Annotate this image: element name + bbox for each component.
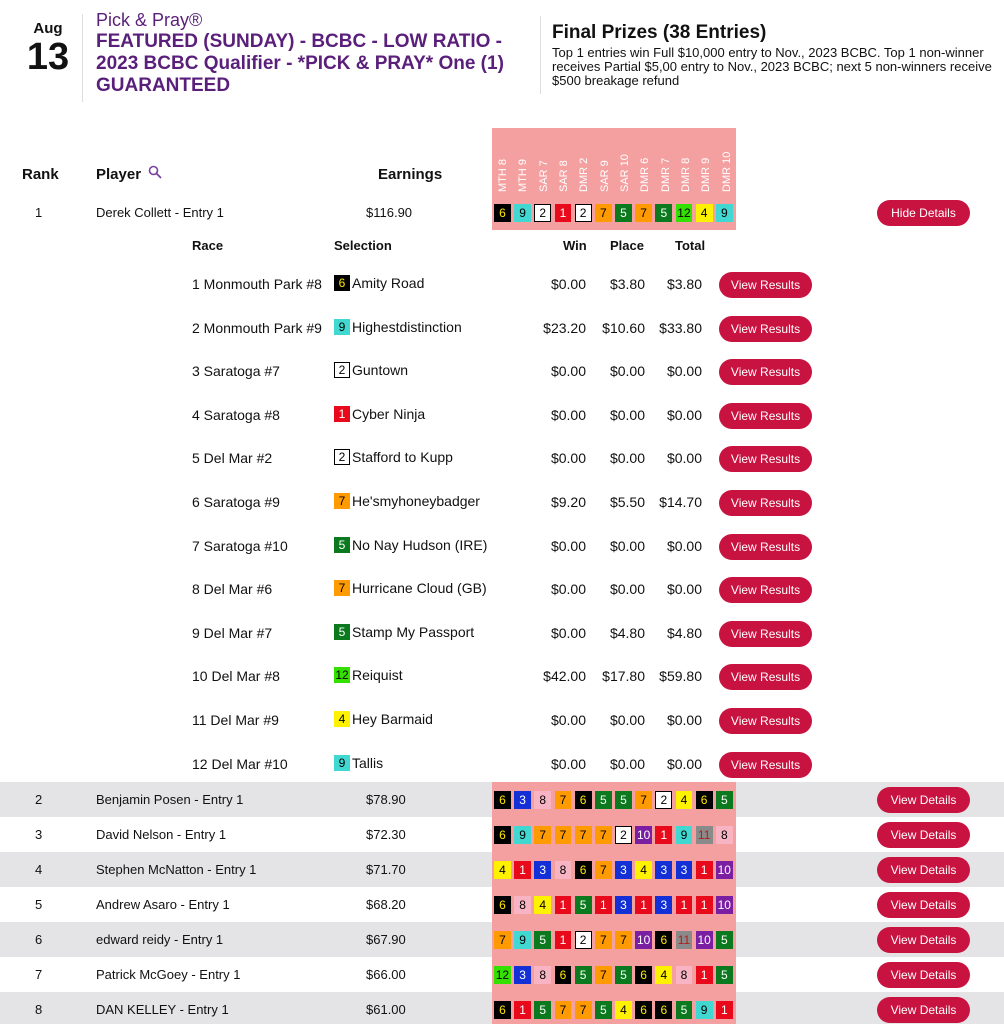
saddlecloth-number: 7 [575, 826, 592, 844]
win-amount: $0.00 [550, 450, 586, 467]
detail-row [0, 523, 1004, 567]
rank-cell: 5 [35, 897, 43, 912]
race-name: 12 Del Mar #10 [192, 755, 288, 772]
contest-name: FEATURED (SUNDAY) - BCBC - LOW RATIO - 2023 BCBC Qualifier - *PICK & PRAY* One (1) GUARANTEED [96, 31, 504, 96]
earnings-cell: $67.90 [366, 932, 406, 947]
win-amount: $0.00 [550, 755, 586, 772]
saddlecloth-number: 4 [696, 204, 713, 222]
saddlecloth-number: 5 [575, 896, 592, 914]
rank-cell: 2 [35, 792, 43, 807]
detail-row [0, 479, 1004, 523]
horse-name: Highestdistinction [352, 318, 462, 335]
saddlecloth-number: 7 [595, 826, 612, 844]
contest-brand: Pick & Pray® [96, 10, 203, 30]
race-header-label: DMR 8 [679, 157, 692, 192]
race-header-label: DMR 9 [700, 157, 713, 192]
saddlecloth-number: 8 [534, 966, 551, 984]
player-cell: Stephen McNatton - Entry 1 [96, 862, 257, 877]
race-header-label: SAR 7 [537, 160, 550, 192]
picks-row [492, 992, 736, 1024]
saddlecloth-number: 1 [696, 966, 713, 984]
saddlecloth-number: 7 [635, 204, 652, 222]
race-header-label: DMR 7 [659, 157, 672, 192]
place-amount: $17.80 [602, 668, 645, 685]
saddlecloth-number: 5 [716, 931, 733, 949]
picks-row [492, 852, 736, 887]
race-name: 10 Del Mar #8 [192, 668, 280, 685]
detail-row [0, 566, 1004, 610]
saddlecloth-number: 6 [575, 791, 592, 809]
total-amount: $4.80 [666, 624, 702, 641]
race-header-label: SAR 8 [557, 160, 570, 192]
saddlecloth-number: 5 [615, 204, 632, 222]
saddlecloth-number: 7 [334, 493, 350, 509]
place-amount: $0.00 [609, 363, 645, 380]
saddlecloth-number: 10 [697, 932, 711, 947]
player-cell: Patrick McGoey - Entry 1 [96, 967, 241, 982]
horse-name: Hey Barmaid [352, 711, 433, 727]
saddlecloth-number: 7 [595, 966, 612, 984]
saddlecloth-number: 11 [696, 826, 713, 844]
saddlecloth-number: 9 [514, 204, 531, 222]
saddlecloth-number: 10 [636, 827, 651, 842]
selection [334, 493, 480, 509]
total-amount: $33.80 [659, 319, 702, 336]
saddlecloth-number: 6 [494, 1001, 511, 1019]
player-cell: Derek Collett - Entry 1 [96, 205, 224, 220]
saddlecloth-number: 2 [575, 931, 592, 949]
saddlecloth-number: 3 [514, 791, 531, 809]
horse-name: Guntown [352, 362, 409, 379]
saddlecloth-number: 7 [615, 931, 632, 949]
prizes-description: Top 1 entries win Full $10,000 entry to Nov., 2023 BCBC. Top 1 non-winner receives Partial $5,00 entry to Nov., 2023 BCBC; next 5 non-winners receive $500 breakage refund [552, 45, 992, 88]
table-row [0, 922, 1004, 957]
saddlecloth-number: 2 [655, 791, 672, 809]
selection [334, 755, 383, 771]
win-amount: $0.00 [550, 624, 586, 641]
race-name: 4 Saratoga #8 [192, 406, 280, 423]
saddlecloth-number: 4 [615, 1001, 632, 1019]
race-headers [492, 128, 736, 196]
place-amount: $0.00 [609, 406, 645, 423]
place-amount: $4.80 [609, 624, 645, 641]
saddlecloth-number: 1 [676, 896, 693, 914]
saddlecloth-number: 1 [716, 1001, 733, 1019]
table-row [0, 957, 1004, 992]
horse-name: Cyber Ninja [352, 405, 426, 422]
view-results-button[interactable]: View Results [719, 316, 812, 342]
race-header-cell [634, 128, 654, 196]
picks-row [492, 195, 736, 230]
saddlecloth-number: 9 [334, 319, 350, 335]
win-amount: $0.00 [550, 406, 586, 423]
player-cell: David Nelson - Entry 1 [96, 827, 227, 842]
race-header-cell [716, 128, 736, 196]
total-amount: $0.00 [666, 581, 702, 598]
saddlecloth-number: 3 [534, 861, 551, 879]
saddlecloth-number: 7 [334, 580, 350, 596]
saddlecloth-number: 4 [494, 861, 511, 879]
saddlecloth-number: 9 [514, 826, 531, 844]
selection [334, 449, 453, 465]
picks-row [492, 922, 736, 957]
saddlecloth-number: 5 [595, 791, 612, 809]
divider [82, 14, 83, 102]
view-details-button[interactable]: View Details [877, 822, 970, 848]
saddlecloth-number: 10 [636, 932, 651, 947]
view-results-button[interactable]: View Results [719, 403, 812, 429]
horse-name: No Nay Hudson (IRE) [352, 536, 488, 553]
selection [334, 537, 487, 553]
saddlecloth-number: 1 [334, 406, 350, 422]
rank-cell: 4 [35, 862, 43, 877]
table-row [0, 992, 1004, 1024]
race-name: 9 Del Mar #7 [192, 624, 273, 641]
win-amount: $0.00 [550, 712, 586, 728]
win-amount: $0.00 [550, 276, 586, 292]
saddlecloth-number: 5 [615, 791, 632, 809]
saddlecloth-number: 6 [555, 966, 572, 984]
place-amount: $3.80 [609, 276, 645, 292]
detail-selection-header: Selection [334, 238, 392, 253]
saddlecloth-number: 6 [334, 275, 350, 291]
earnings-cell: $72.30 [366, 827, 406, 842]
selection [334, 580, 487, 596]
place-amount: $0.00 [609, 581, 645, 598]
total-amount: $0.00 [666, 406, 702, 423]
saddlecloth-number: 5 [334, 624, 350, 640]
total-amount: $0.00 [666, 363, 702, 380]
horse-name: Stafford to Kupp [352, 449, 453, 466]
rank-cell: 7 [35, 967, 43, 982]
table-row [0, 782, 1004, 817]
race-name: 8 Del Mar #6 [192, 581, 273, 598]
win-amount: $9.20 [550, 494, 586, 510]
horse-name: Stamp My Passport [352, 623, 475, 640]
player-cell: Andrew Asaro - Entry 1 [96, 897, 230, 912]
race-name: 6 Saratoga #9 [192, 494, 280, 510]
race-header-label: DMR 10 [720, 151, 733, 192]
race-header-cell [553, 128, 573, 196]
rank-cell: 6 [35, 932, 43, 947]
race-name: 1 Monmouth Park #8 [192, 276, 322, 292]
race-header-label: SAR 10 [618, 154, 631, 192]
saddlecloth-number: 8 [676, 966, 693, 984]
view-results-button[interactable]: View Results [719, 359, 812, 385]
race-header-cell [695, 128, 715, 196]
race-header-label: MTH 9 [517, 159, 530, 192]
saddlecloth-number: 3 [655, 896, 672, 914]
prizes-title: Final Prizes (38 Entries) [552, 22, 767, 43]
horse-name: Hurricane Cloud (GB) [352, 580, 487, 597]
selection [334, 406, 425, 422]
saddlecloth-number: 3 [655, 861, 672, 879]
saddlecloth-number: 1 [696, 861, 713, 879]
place-amount: $0.00 [609, 712, 645, 728]
saddlecloth-number: 1 [514, 861, 531, 879]
horse-name: Reiquist [352, 667, 403, 684]
detail-row [0, 653, 1004, 697]
race-header-cell [655, 128, 675, 196]
selection [334, 319, 462, 335]
view-results-button[interactable]: View Results [719, 664, 812, 690]
saddlecloth-number: 8 [534, 791, 551, 809]
player-cell: DAN KELLEY - Entry 1 [96, 1002, 229, 1017]
saddlecloth-number: 1 [555, 896, 572, 914]
saddlecloth-number: 5 [615, 966, 632, 984]
earnings-cell: $116.90 [366, 205, 413, 220]
detail-total-header: Total [675, 238, 706, 253]
earnings-cell: $66.00 [366, 967, 406, 982]
selection [334, 624, 474, 640]
win-amount: $0.00 [550, 363, 586, 380]
detail-row [0, 741, 1004, 785]
divider [540, 16, 541, 94]
race-header-cell [512, 128, 532, 196]
saddlecloth-number: 7 [595, 861, 612, 879]
saddlecloth-number: 1 [595, 896, 612, 914]
saddlecloth-number: 12 [677, 205, 691, 220]
saddlecloth-number: 12 [335, 668, 349, 683]
place-amount: $0.00 [609, 450, 645, 467]
rank-header: Rank [22, 166, 59, 183]
date-month: Aug [33, 20, 63, 37]
saddlecloth-number: 9 [696, 1001, 713, 1019]
saddlecloth-number: 12 [495, 967, 510, 982]
saddlecloth-number: 3 [615, 861, 632, 879]
saddlecloth-number: 1 [555, 931, 572, 949]
detail-row [0, 261, 1004, 305]
earnings-cell: $78.90 [366, 792, 406, 807]
prizes-info [552, 22, 992, 88]
view-results-button[interactable]: View Results [719, 272, 812, 298]
win-amount: $0.00 [550, 537, 586, 554]
view-results-button[interactable]: View Results [719, 534, 812, 560]
race-header-cell [573, 128, 593, 196]
view-results-button[interactable]: View Results [719, 490, 812, 516]
saddlecloth-number: 6 [635, 1001, 652, 1019]
race-name: 7 Saratoga #10 [192, 537, 288, 554]
view-details-button[interactable]: View Details [877, 892, 970, 918]
total-amount: $3.80 [666, 276, 702, 292]
saddlecloth-number: 4 [635, 861, 652, 879]
saddlecloth-number: 2 [534, 204, 551, 222]
saddlecloth-number: 3 [615, 896, 632, 914]
detail-place-header: Place [610, 238, 644, 253]
view-details-button[interactable]: View Details [877, 787, 970, 813]
place-amount: $0.00 [609, 537, 645, 554]
race-name: 5 Del Mar #2 [192, 450, 273, 467]
saddlecloth-number: 1 [514, 1001, 531, 1019]
saddlecloth-number: 5 [655, 204, 672, 222]
rank-cell: 3 [35, 827, 43, 842]
race-header-label: DMR 2 [578, 157, 591, 192]
saddlecloth-number: 9 [676, 826, 693, 844]
saddlecloth-number: 8 [555, 861, 572, 879]
total-amount: $14.70 [659, 494, 702, 510]
detail-row [0, 348, 1004, 392]
saddlecloth-number: 5 [334, 537, 350, 553]
saddlecloth-number: 7 [534, 826, 551, 844]
race-header-cell [675, 128, 695, 196]
view-details-button[interactable]: View Details [877, 857, 970, 883]
saddlecloth-number: 8 [716, 826, 733, 844]
saddlecloth-number: 7 [555, 791, 572, 809]
picks-row [492, 957, 736, 992]
saddlecloth-number: 6 [494, 896, 511, 914]
view-results-button[interactable]: View Results [719, 708, 812, 734]
saddlecloth-number: 6 [494, 204, 511, 222]
view-details-button[interactable]: View Details [877, 997, 970, 1023]
saddlecloth-number: 6 [575, 861, 592, 879]
saddlecloth-number: 1 [655, 826, 672, 844]
race-header-cell [594, 128, 614, 196]
saddlecloth-number: 10 [717, 862, 731, 877]
detail-row [0, 697, 1004, 741]
saddlecloth-number: 5 [716, 791, 733, 809]
saddlecloth-number: 3 [676, 861, 693, 879]
view-results-button[interactable]: View Results [719, 621, 812, 647]
race-name: 2 Monmouth Park #9 [192, 319, 322, 336]
race-name: 11 Del Mar #9 [192, 712, 279, 728]
contest-date [22, 20, 74, 77]
saddlecloth-number: 10 [717, 897, 731, 912]
saddlecloth-number: 6 [635, 966, 652, 984]
contest-info [96, 10, 526, 97]
saddlecloth-number: 1 [696, 896, 713, 914]
saddlecloth-number: 6 [696, 791, 713, 809]
earnings-cell: $68.20 [366, 897, 406, 912]
rank-cell: 8 [35, 1002, 43, 1017]
saddlecloth-number: 4 [676, 791, 693, 809]
picks-row [492, 817, 736, 852]
table-row [0, 852, 1004, 887]
total-amount: $0.00 [666, 537, 702, 554]
saddlecloth-number: 2 [334, 449, 350, 465]
table-row [0, 887, 1004, 922]
total-amount: $0.00 [666, 755, 702, 772]
player-cell: edward reidy - Entry 1 [96, 932, 224, 947]
place-amount: $10.60 [602, 319, 645, 336]
table-row [0, 195, 1004, 230]
earnings-cell: $71.70 [366, 862, 406, 877]
saddlecloth-number: 2 [575, 204, 592, 222]
race-name: 3 Saratoga #7 [192, 363, 280, 380]
total-amount: $0.00 [666, 712, 702, 728]
total-amount: $59.80 [659, 668, 702, 685]
selection [334, 362, 408, 378]
race-header-label: SAR 9 [598, 160, 611, 192]
saddlecloth-number: 7 [555, 826, 572, 844]
saddlecloth-number: 1 [555, 204, 572, 222]
view-details-button[interactable]: View Details [877, 962, 970, 988]
rank-cell: 1 [35, 205, 43, 220]
saddlecloth-number: 7 [494, 931, 511, 949]
horse-name: Tallis [352, 754, 384, 771]
saddlecloth-number: 7 [595, 204, 612, 222]
saddlecloth-number: 4 [534, 896, 551, 914]
saddlecloth-number: 4 [655, 966, 672, 984]
horse-name: He'smyhoneybadger [352, 493, 480, 509]
horse-name: Amity Road [352, 275, 425, 291]
race-header-cell [492, 128, 512, 196]
detail-race-header: Race [192, 238, 224, 253]
saddlecloth-number: 6 [655, 931, 672, 949]
hide-details-button[interactable]: Hide Details [877, 200, 970, 226]
saddlecloth-number: 5 [575, 966, 592, 984]
view-results-button[interactable]: View Results [719, 577, 812, 603]
saddlecloth-number: 8 [514, 896, 531, 914]
saddlecloth-number: 7 [555, 1001, 572, 1019]
search-icon[interactable] [148, 165, 162, 179]
saddlecloth-number: 11 [676, 931, 693, 949]
win-amount: $42.00 [543, 668, 586, 685]
saddlecloth-number: 7 [575, 1001, 592, 1019]
detail-row [0, 610, 1004, 654]
race-header-cell [614, 128, 634, 196]
player-cell: Benjamin Posen - Entry 1 [96, 792, 244, 807]
selection [334, 667, 403, 683]
table-row [0, 817, 1004, 852]
saddlecloth-number: 7 [635, 791, 652, 809]
total-amount: $0.00 [666, 450, 702, 467]
saddlecloth-number: 3 [514, 966, 531, 984]
picks-row [492, 887, 736, 922]
player-header: Player [96, 166, 142, 183]
selection [334, 275, 424, 291]
saddlecloth-number: 9 [716, 204, 733, 222]
detail-row [0, 305, 1004, 349]
race-header-label: DMR 6 [639, 157, 652, 192]
saddlecloth-number: 5 [534, 1001, 551, 1019]
detail-row [0, 392, 1004, 436]
saddlecloth-number: 5 [595, 1001, 612, 1019]
saddlecloth-number: 2 [615, 826, 632, 844]
view-details-button[interactable]: View Details [877, 927, 970, 953]
picks-row [492, 782, 736, 817]
saddlecloth-number: 7 [595, 931, 612, 949]
view-results-button[interactable]: View Results [719, 752, 812, 778]
win-amount: $23.20 [543, 319, 586, 336]
place-amount: $0.00 [609, 755, 645, 772]
saddlecloth-number: 5 [534, 931, 551, 949]
race-header-label: MTH 8 [497, 159, 509, 192]
saddlecloth-number: 5 [716, 966, 733, 984]
saddlecloth-number: 6 [655, 1001, 672, 1019]
selection [334, 711, 433, 727]
saddlecloth-number: 6 [494, 791, 511, 809]
saddlecloth-number: 4 [334, 711, 350, 727]
saddlecloth-number: 1 [635, 896, 652, 914]
earnings-cell: $61.00 [366, 1002, 406, 1017]
date-day: 13 [26, 36, 70, 78]
view-results-button[interactable]: View Results [719, 446, 812, 472]
saddlecloth-number: 2 [334, 362, 350, 378]
place-amount: $5.50 [609, 494, 645, 510]
saddlecloth-number: 6 [494, 826, 511, 844]
detail-row [0, 435, 1004, 479]
saddlecloth-number: 9 [514, 931, 531, 949]
win-amount: $0.00 [550, 581, 586, 598]
detail-win-header: Win [563, 238, 587, 253]
earnings-header: Earnings [378, 166, 443, 183]
saddlecloth-number: 5 [676, 1001, 693, 1019]
race-header-cell [533, 128, 553, 196]
saddlecloth-number: 9 [334, 755, 350, 771]
